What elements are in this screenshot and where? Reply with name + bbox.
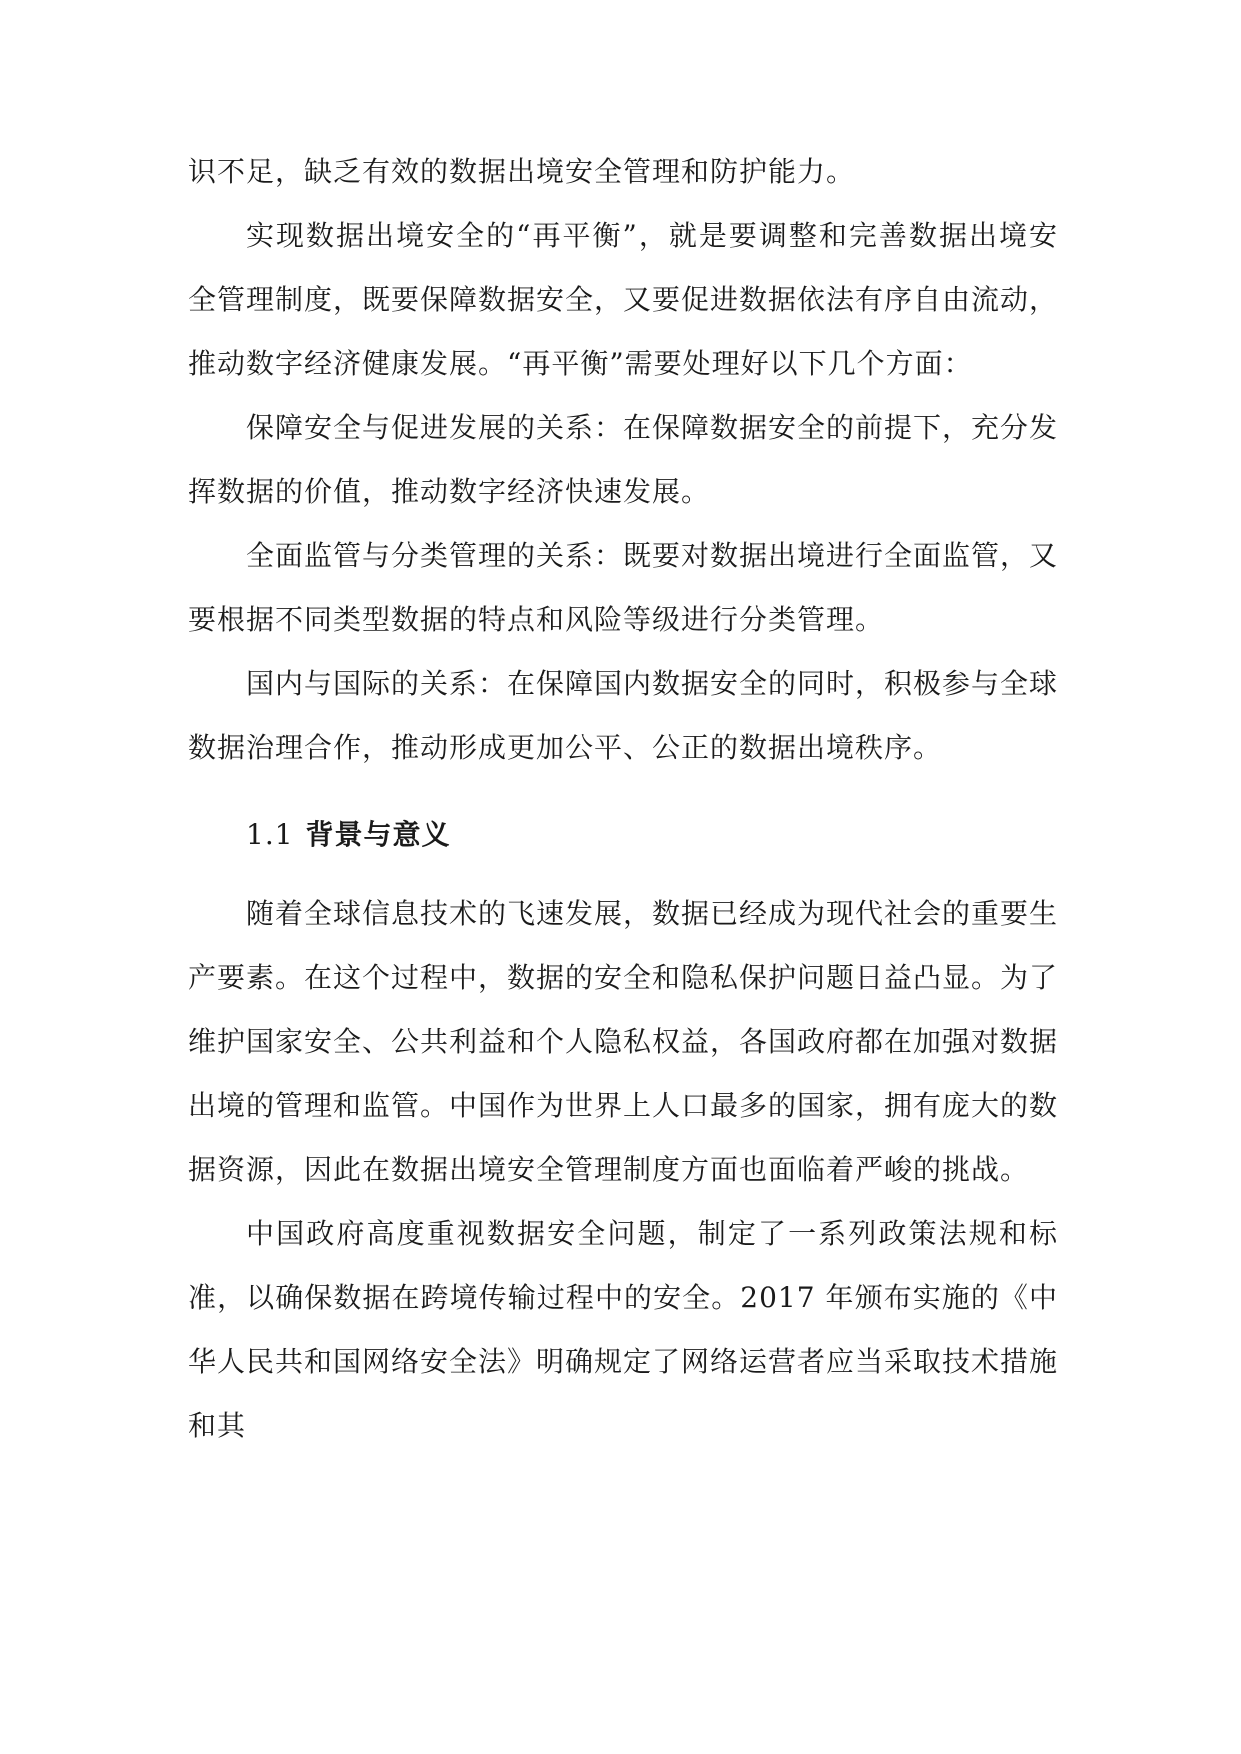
paragraph-rebalance: 实现数据出境安全的“再平衡”，就是要调整和完善数据出境安全管理制度，既要保障数据安全，又要促进数据依法有序自由流动，推动数字经济健康发展。“再平衡”需要处理好以下几个方面：: [188, 219, 1059, 380]
paragraph-supervision-classification: 全面监管与分类管理的关系：既要对数据出境进行全面监管，又要根据不同类型数据的特点和风险等级进行分类管理。: [188, 539, 1059, 636]
section-heading: [188, 803, 1058, 867]
paragraph-background: 随着全球信息技术的飞速发展，数据已经成为现代社会的重要生产要素。在这个过程中，数据的安全和隐私保护问题日益凸显。为了维护国家安全、公共利益和个人隐私权益，各国政府都在加强对数据出境的管理和监管。中国作为世界上人口最多的国家，拥有庞大的数据资源，因此在数据出境安全管理制度方面也面临着严峻的挑战。: [188, 897, 1059, 1186]
paragraph-continued: 识不足，缺乏有效的数据出境安全管理和防护能力。: [188, 155, 856, 188]
paragraph-policy: 中国政府高度重视数据安全问题，制定了一系列政策法规和标准，以确保数据在跨境传输过程中的安全。2017 年颁布实施的《中华人民共和国网络安全法》明确规定了网络运营者应当采取技术措施和其: [188, 1217, 1059, 1442]
section-title: 背景与意义: [305, 818, 451, 851]
paragraph-security-development: 保障安全与促进发展的关系：在保障数据安全的前提下，充分发挥数据的价值，推动数字经济快速发展。: [188, 411, 1059, 508]
paragraph-domestic-international: 国内与国际的关系：在保障国内数据安全的同时，积极参与全球数据治理合作，推动形成更加公平、公正的数据出境秩序。: [188, 667, 1059, 764]
section-number: 1.1: [246, 818, 294, 851]
document-body: [188, 140, 1058, 1458]
